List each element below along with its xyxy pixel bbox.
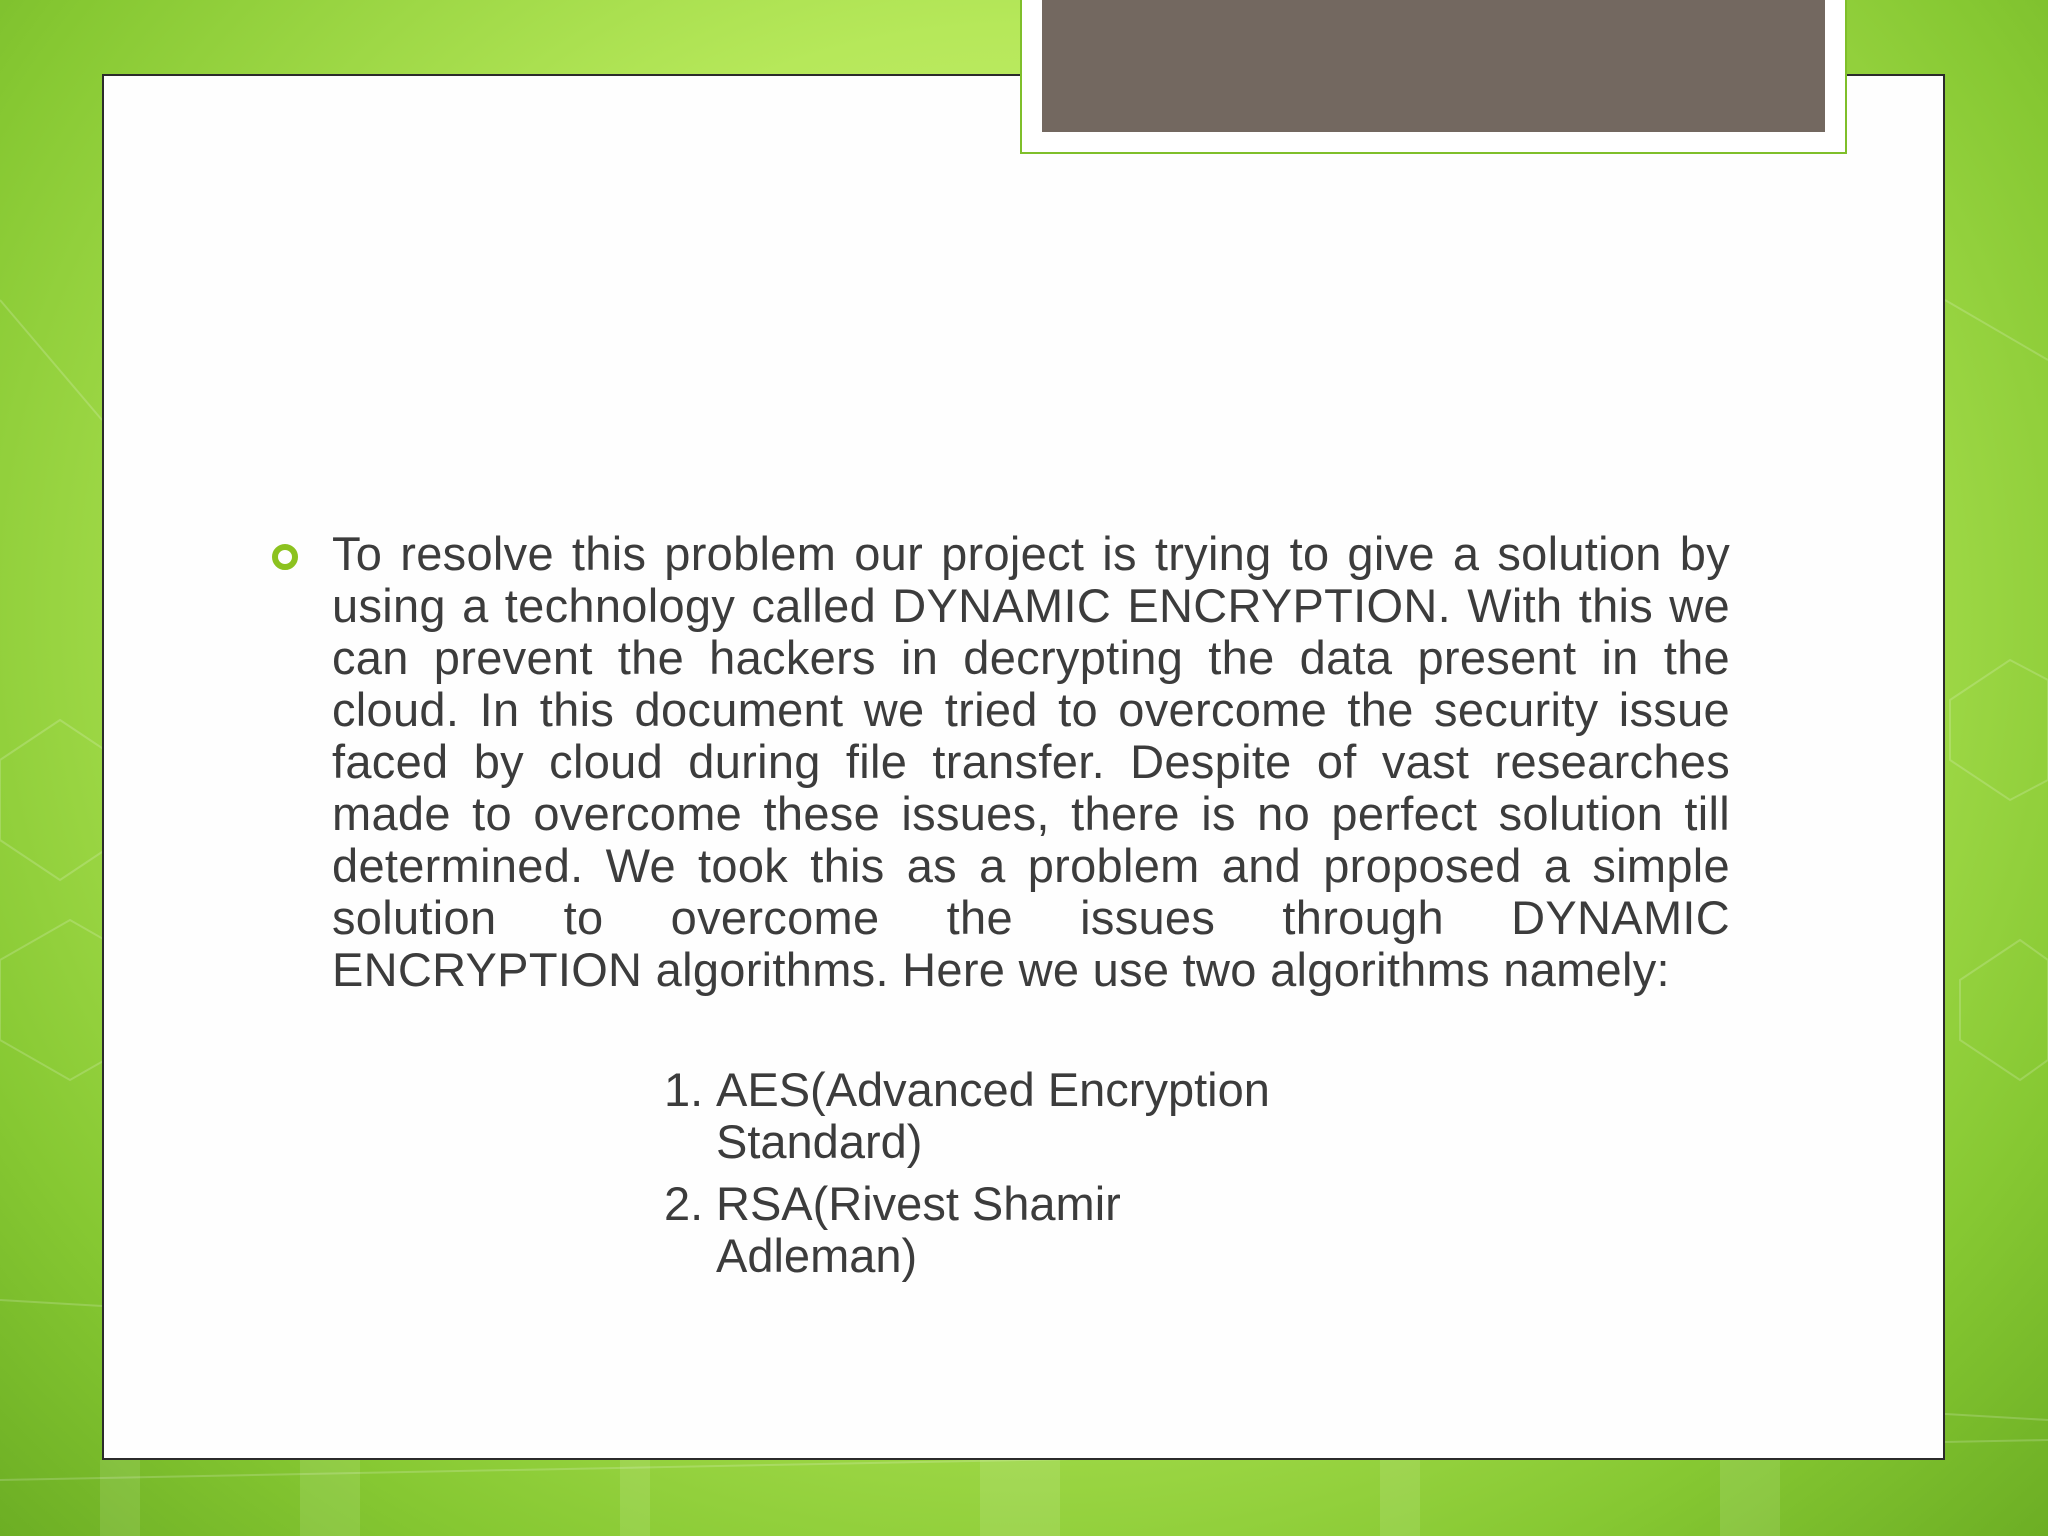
list-item bbox=[664, 1178, 1284, 1282]
list-item bbox=[664, 1064, 1284, 1168]
list-item-text: AES(Advanced Encryption Standard) bbox=[716, 1063, 1270, 1168]
bullet-paragraph: To resolve this problem our project is trying to give a solution by using a technology called DYNAMIC ENCRYPTION. With this we can prevent the hackers in decrypting the data present in the cloud. In this document we tried to overcome the security issue faced by cloud during file transfer. Despite of vast researches made to overcome these issues, there is no perfect solution till determined. We took this as a problem and proposed a simple solution to overcome the issues through DYNAMIC ENCRYPTION algorithms. Here we use two algorithms namely: bbox=[332, 527, 1730, 996]
algorithm-list bbox=[664, 1064, 1284, 1292]
title-placeholder bbox=[1042, 0, 1825, 132]
ring-bullet-icon bbox=[270, 542, 300, 572]
list-marker: 1. bbox=[664, 1063, 704, 1116]
list-marker: 2. bbox=[664, 1177, 704, 1230]
list-item-text: RSA(Rivest Shamir Adleman) bbox=[716, 1177, 1121, 1282]
slide-body bbox=[270, 527, 1730, 1282]
bullet-item bbox=[270, 528, 1730, 996]
title-placeholder-frame bbox=[1020, 0, 1847, 154]
